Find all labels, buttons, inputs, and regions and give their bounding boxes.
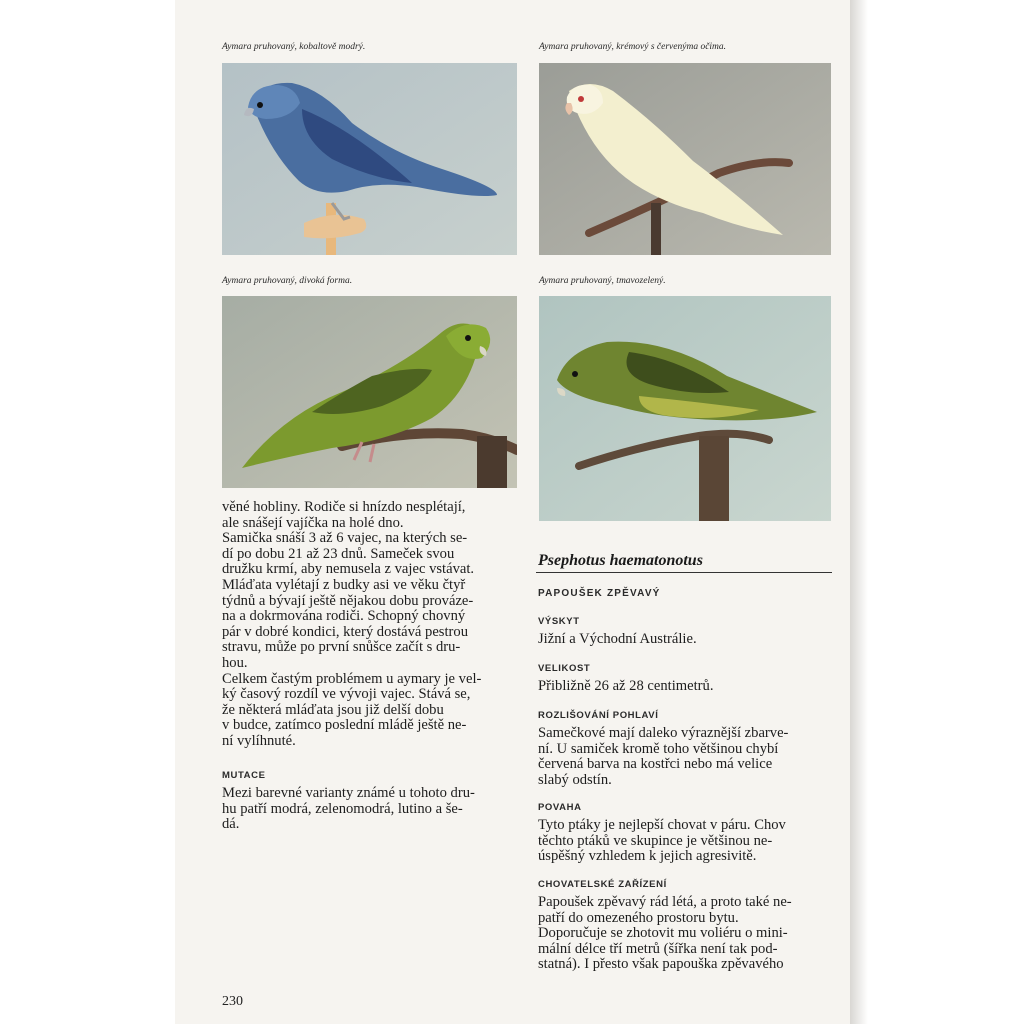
left-column-paragraph-1: věné hobliny. Rodiče si hnízdo nesplétají, ale snášejí vajíčka na holé dno. Samička snáší 3 až 6 vajec, na kterých se- dí po dobu 21 až 23 dnů. Sameček svou družku krmí, aby nemusela z vajec vstávat. Mláďata vylétají z budky asi ve věku čtyř týdnů a bývají ještě nějakou dobu provázе- na a dokrmována rodiči. Schopný chovný pár v dobré kondici, který dostává pestrou stravu, může po první snůšce začít s dru- hou. Celkem častým problémem u aymary je vel- ký časový rozdíl ve vývoji vajec. Stává se, že některá mláďata jsou již delší dobu v budce, zatímco poslední mládě ještě ne- ní vylíhnuté.: [222, 499, 482, 749]
heading-velikost: VELIKOST: [538, 663, 591, 674]
photo-caption-cream: Aymara pruhovaný, krémový s červenýma očima.: [539, 42, 727, 52]
common-name: PAPOUŠEK ZPĚVAVÝ: [538, 588, 661, 599]
heading-rozlisovani-pohlavi: ROZLIŠOVÁNÍ POHLAVÍ: [538, 710, 659, 721]
page-number: 230: [222, 994, 243, 1009]
heading-vyskyt: VÝSKYT: [538, 616, 580, 627]
heading-mutace: MUTACE: [222, 770, 266, 781]
left-column-paragraph-2: Mezi barevné varianty známé u tohoto dru- hu patří modrá, zelenomodrá, lutino a še- dá.: [222, 785, 475, 833]
heading-povaha: POVAHA: [538, 802, 582, 813]
vyskyt-text: Jižní a Východní Austrálie.: [538, 632, 697, 647]
species-name: Psephotus haematonotus: [538, 552, 703, 569]
zarizeni-text: Papoušek zpěvavý rád létá, a proto také ne- patří do omezeného prostoru bytu. Doporučuje se zhotovit mu voliéru o mini- mální délce tří metrů (šířka není tak pod- statná). I přesto však papouška zpěvavého: [538, 895, 792, 973]
povaha-text: Tyto ptáky je nejlepší chovat v páru. Chov těchto ptáků ve skupince je většinou ne- úspěšný vzhledem k jejich agresivitě.: [538, 818, 786, 865]
pohlavi-text: Samečkové mají daleko výraznější zbarve- ní. U samiček kromě toho většinou chybí červená barva na kostřci nebo má velice slabý odstín.: [538, 726, 789, 788]
photo-darkgreen-parakeet: [539, 296, 831, 521]
photo-caption-wild: Aymara pruhovaný, divoká forma.: [222, 276, 353, 286]
photo-caption-darkgreen: Aymara pruhovaný, tmavozelený.: [539, 276, 666, 286]
heading-rule: [536, 572, 832, 573]
photo-blue-parakeet: [222, 63, 517, 255]
photo-cream-parakeet: [539, 63, 831, 255]
photo-wild-parakeet: [222, 296, 517, 488]
velikost-text: Přibližně 26 až 28 centimetrů.: [538, 679, 714, 694]
heading-chovatelske-zarizeni: CHOVATELSKÉ ZAŘÍZENÍ: [538, 879, 667, 890]
photo-caption-blue: Aymara pruhovaný, kobaltově modrý.: [222, 42, 366, 52]
page-edge: [850, 0, 1024, 1024]
